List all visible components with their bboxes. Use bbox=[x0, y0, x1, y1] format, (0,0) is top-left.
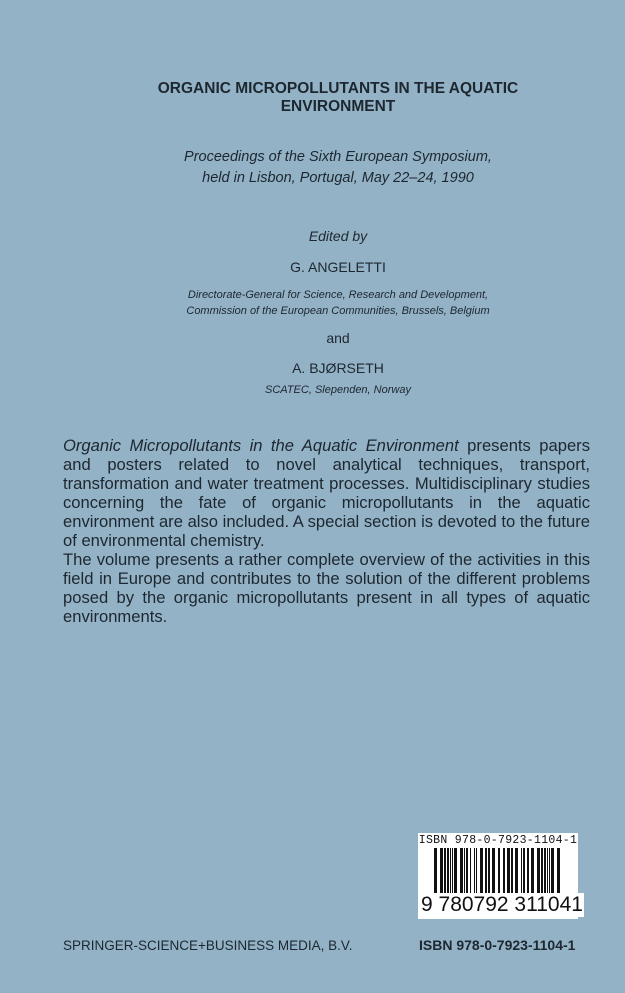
publisher: SPRINGER-SCIENCE+BUSINESS MEDIA, B.V. bbox=[63, 938, 353, 953]
description-paragraph-2: The volume presents a rather complete overview of the activities in this field in Europe and contributes to the solution of the different problems posed by the organic micropollutants present in all types of aquatic environments. bbox=[63, 550, 590, 626]
description bbox=[63, 436, 590, 626]
affiliation-line: Commission of the European Communities, Brussels, Belgium bbox=[186, 305, 490, 317]
subtitle bbox=[50, 147, 625, 189]
isbn-barcode bbox=[418, 833, 583, 919]
editor-1-affiliation bbox=[50, 287, 625, 319]
editor-2-affiliation: SCATEC, Slependen, Norway bbox=[265, 384, 411, 396]
barcode-isbn-text: ISBN 978-0-7923-1104-1 bbox=[418, 834, 578, 847]
barcode-digits: 9 780792 311041 bbox=[421, 893, 583, 916]
subtitle-line: Proceedings of the Sixth European Symposium, bbox=[184, 149, 492, 165]
affiliation-line: Directorate-General for Science, Research and Development, bbox=[187, 289, 489, 301]
title-line: ORGANIC MICROPOLLUTANTS IN THE AQUATIC bbox=[157, 80, 519, 97]
title-line: ENVIRONMENT bbox=[280, 98, 396, 115]
description-italic-title: Organic Micropollutants in the Aquatic Environment bbox=[63, 436, 459, 455]
subtitle-line: held in Lisbon, Portugal, May 22–24, 1990 bbox=[202, 170, 474, 186]
description-paragraph-1 bbox=[63, 436, 590, 550]
editor-1-name: G. ANGELETTI bbox=[290, 259, 386, 275]
description-text: presents papers and posters related to novel analytical techniques, transport, transformation and water treatment processes. Multidisciplinary studies concerning the fate of organic micropollutants in the aquatic environment are also included. A special section is devoted to the future of environmental chemistry. bbox=[63, 436, 590, 550]
edited-by: Edited by bbox=[308, 228, 368, 244]
and-text: and bbox=[326, 330, 350, 346]
book-title bbox=[50, 80, 625, 116]
isbn-label: ISBN 978-0-7923-1104-1 bbox=[419, 937, 576, 953]
editor-2-name: A. BJØRSETH bbox=[292, 360, 384, 376]
